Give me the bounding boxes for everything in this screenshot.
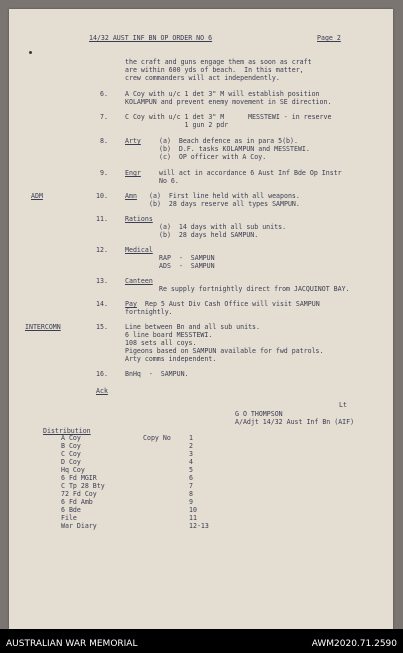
copy-no-label: Copy No bbox=[143, 434, 171, 442]
para-item: (b) 28 days held SAMPUN. bbox=[159, 231, 259, 239]
distribution-copy: 2 bbox=[189, 442, 193, 450]
para-heading: Arty bbox=[125, 137, 141, 145]
margin-heading-adm: ADM bbox=[31, 192, 43, 200]
para-text: A Coy with u/c 1 det 3" M will establish position bbox=[125, 90, 320, 98]
para-number: 11. bbox=[96, 215, 108, 223]
para-text: RAP - SAMPUN bbox=[159, 254, 215, 262]
para-text: 6 line board MESSTEWI. bbox=[125, 331, 213, 339]
distribution-copy: 6 bbox=[189, 474, 193, 482]
para-text: BnHq - SAMPUN. bbox=[125, 370, 189, 378]
para-heading: Pay bbox=[125, 300, 137, 308]
signature-name: G O THOMPSON bbox=[235, 410, 283, 418]
para-number: 9. bbox=[100, 169, 108, 177]
para-text: 108 sets all coys. bbox=[125, 339, 197, 347]
para-number: 15. bbox=[96, 323, 108, 331]
para-item: (a) Beach defence as in para 5(b). bbox=[159, 137, 298, 145]
para-item: (b) D.F. tasks KOLAMPUN and MESSTEWI. bbox=[159, 145, 310, 153]
distribution-copy: 7 bbox=[189, 482, 193, 490]
distribution-copy: 8 bbox=[189, 490, 193, 498]
para-heading: Canteen bbox=[125, 277, 153, 285]
distribution-copy: 11 bbox=[189, 514, 197, 522]
para-text: Line between Bn and all sub units. bbox=[125, 323, 260, 331]
para-text: ADS - SAMPUN bbox=[159, 262, 215, 270]
distribution-copy: 9 bbox=[189, 498, 193, 506]
distribution-unit: 6 Fd MGIR bbox=[61, 474, 97, 482]
distribution-unit: 6 Bde bbox=[61, 506, 81, 514]
signature-rank: Lt bbox=[339, 401, 347, 409]
para-number: 8. bbox=[100, 137, 108, 145]
distribution-copy: 12-13 bbox=[189, 522, 209, 530]
punch-hole bbox=[29, 51, 32, 54]
para-item: (c) OP officer with A Coy. bbox=[159, 153, 267, 161]
document-page bbox=[9, 9, 393, 629]
distribution-unit: D Coy bbox=[61, 458, 81, 466]
intro-line: the craft and guns engage them as soon as craft bbox=[125, 58, 312, 66]
margin-heading-intercomn: INTERCOMN bbox=[25, 323, 61, 331]
para-text: 1 gun 2 pdr bbox=[125, 121, 229, 129]
para-number: 13. bbox=[96, 277, 108, 285]
para-text: C Coy with u/c 1 det 3" M MESSTEWI - in reserve bbox=[125, 113, 332, 121]
para-text: Rep 5 Aust Div Cash Office will visit SAMPUN bbox=[145, 300, 320, 308]
distribution-unit: C Coy bbox=[61, 450, 81, 458]
para-number: 6. bbox=[100, 90, 108, 98]
para-number: 14. bbox=[96, 300, 108, 308]
ack-label: Ack bbox=[96, 387, 108, 395]
distribution-unit: 6 Fd Amb bbox=[61, 498, 93, 506]
intro-line: are within 600 yds of beach. In this matter, bbox=[125, 66, 304, 74]
distribution-copy: 1 bbox=[189, 434, 193, 442]
signature-title: A/Adjt 14/32 Aust Inf Bn (AIF) bbox=[235, 418, 355, 426]
distribution-unit: B Coy bbox=[61, 442, 81, 450]
distribution-unit: 72 Fd Coy bbox=[61, 490, 97, 498]
distribution-copy: 3 bbox=[189, 450, 193, 458]
footer-institution: AUSTRALIAN WAR MEMORIAL bbox=[6, 639, 138, 649]
distribution-unit: A Coy bbox=[61, 434, 81, 442]
para-text: Re supply fortnightly direct from JACQUINOT BAY. bbox=[159, 285, 350, 293]
footer-accession-number: AWM2020.71.2590 bbox=[311, 639, 397, 649]
para-number: 12. bbox=[96, 246, 108, 254]
para-number: 7. bbox=[100, 113, 108, 121]
distribution-copy: 5 bbox=[189, 466, 193, 474]
para-item: (a) 14 days with all sub units. bbox=[159, 223, 287, 231]
distribution-unit: File bbox=[61, 514, 77, 522]
para-number: 16. bbox=[96, 370, 108, 378]
distribution-copy: 4 bbox=[189, 458, 193, 466]
para-heading: Amn bbox=[125, 192, 137, 200]
para-item: (a) First line held with all weapons. bbox=[149, 192, 300, 200]
para-text: No 6. bbox=[159, 177, 179, 185]
para-text: will act in accordance 6 Aust Inf Bde Op Instr bbox=[159, 169, 342, 177]
para-text: Arty comms independent. bbox=[125, 355, 217, 363]
distribution-unit: War Diary bbox=[61, 522, 97, 530]
page-number: Page 2 bbox=[317, 34, 341, 42]
para-text: KOLAMPUN and prevent enemy movement in SE direction. bbox=[125, 98, 332, 106]
para-heading: Medical bbox=[125, 246, 153, 254]
intro-line: crew commanders will act independently. bbox=[125, 74, 280, 82]
order-title: 14/32 AUST INF BN OP ORDER NO 6 bbox=[89, 34, 213, 42]
distribution-copy: 10 bbox=[189, 506, 197, 514]
distribution-heading: Distribution bbox=[43, 427, 91, 435]
distribution-unit: Hq Coy bbox=[61, 466, 85, 474]
archive-footer bbox=[0, 629, 403, 653]
para-text: Pigeons based on SAMPUN available for fwd patrols. bbox=[125, 347, 324, 355]
para-item: (b) 28 days reserve all types SAMPUN. bbox=[149, 200, 300, 208]
para-heading: Engr bbox=[125, 169, 141, 177]
para-number: 10. bbox=[96, 192, 108, 200]
distribution-unit: C Tp 28 Bty bbox=[61, 482, 105, 490]
para-text: fortnightly. bbox=[125, 308, 173, 316]
para-heading: Rations bbox=[125, 215, 153, 223]
